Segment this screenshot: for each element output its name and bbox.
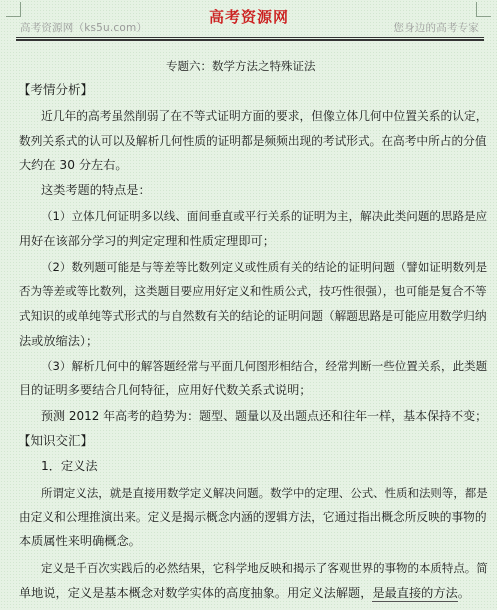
- paragraph-line: 数列关系式的认可以及解析几何性质的证明都是频频出现的考试形式。在高考中所占的分值: [19, 134, 487, 148]
- paragraph-line: 近几年的高考虽然削弱了在不等式证明方面的要求，但像立体几何中位置关系的认定，: [41, 109, 488, 123]
- section-heading-analysis: 【考情分析】: [18, 82, 94, 97]
- list-item-heading: 1．定义法: [41, 459, 98, 473]
- paragraph-line: 用好在该部分学习的判定定理和性质定理即可；: [19, 234, 275, 248]
- paragraph-line-last: [19, 585, 470, 601]
- paragraph-line: 所谓定义法，就是直接用数学定义解决问题。数学中的定理、公式、性质和法则等，都是: [41, 486, 488, 500]
- site-logo: 高考资源网: [209, 8, 290, 26]
- paragraph-line: （2）数列题可能是与等差等比数列定义或性质有关的结论的证明问题（譬如证明数列是: [41, 260, 488, 274]
- header-site-name: 高考资源网（ks5u.com）: [20, 22, 148, 34]
- paragraph-line: 大约在 30 分左右。: [19, 158, 128, 172]
- paragraph-line: （1）立体几何证明多以线、面间垂直或平行关系的证明为主，解决此类问题的思路是应: [41, 209, 488, 223]
- document-title: 专题六：数学方法之特殊证法: [166, 59, 316, 73]
- section-heading-knowledge: 【知识交汇】: [18, 433, 94, 448]
- text-run: 单地说，定义是基本概念对数学实体的高度抽象。用定义法解题，: [19, 586, 373, 600]
- paragraph-line: 目的证明多要结合几何特征，应用好代数关系式说明；: [19, 383, 312, 397]
- paragraph-line: 预测 2012 年高考的趋势为：题型、题量以及出题点还和往年一样，基本保持不变；: [41, 409, 488, 423]
- text-run: 。: [457, 586, 470, 600]
- paragraph-line: 法或放缩法）；: [19, 334, 99, 348]
- paragraph-line: 定义是千百次实践后的必然结果，它科学地反映和揭示了客观世界的事物的本质特点。简: [41, 561, 488, 575]
- paragraph-line: 本质属性来明确概念。: [19, 534, 141, 548]
- paragraph-line: 式知识的或单纯等式形式的与自然数有关的结论的证明问题（解题思路是可能应用数学归纳: [19, 309, 487, 323]
- paragraph-line: （3）解析几何中的解答题经常与平面几何图形相结合，经常判断一些位置关系，此类题: [41, 359, 488, 373]
- paragraph-line: 否为等差或等比数列，这类题目要应用好定义和性质公式，技巧性很强），也可能是复合不等: [19, 284, 487, 298]
- paragraph-line: 这类考题的特点是：: [41, 183, 151, 197]
- paragraph-line: 由定义和公理推演出来。定义是揭示概念内涵的逻辑方法，它通过指出概念所反映的事物的: [19, 510, 487, 524]
- header-slogan: 您身边的高考专家: [393, 22, 479, 34]
- emphasized-text: 是最直接的方法: [372, 586, 458, 600]
